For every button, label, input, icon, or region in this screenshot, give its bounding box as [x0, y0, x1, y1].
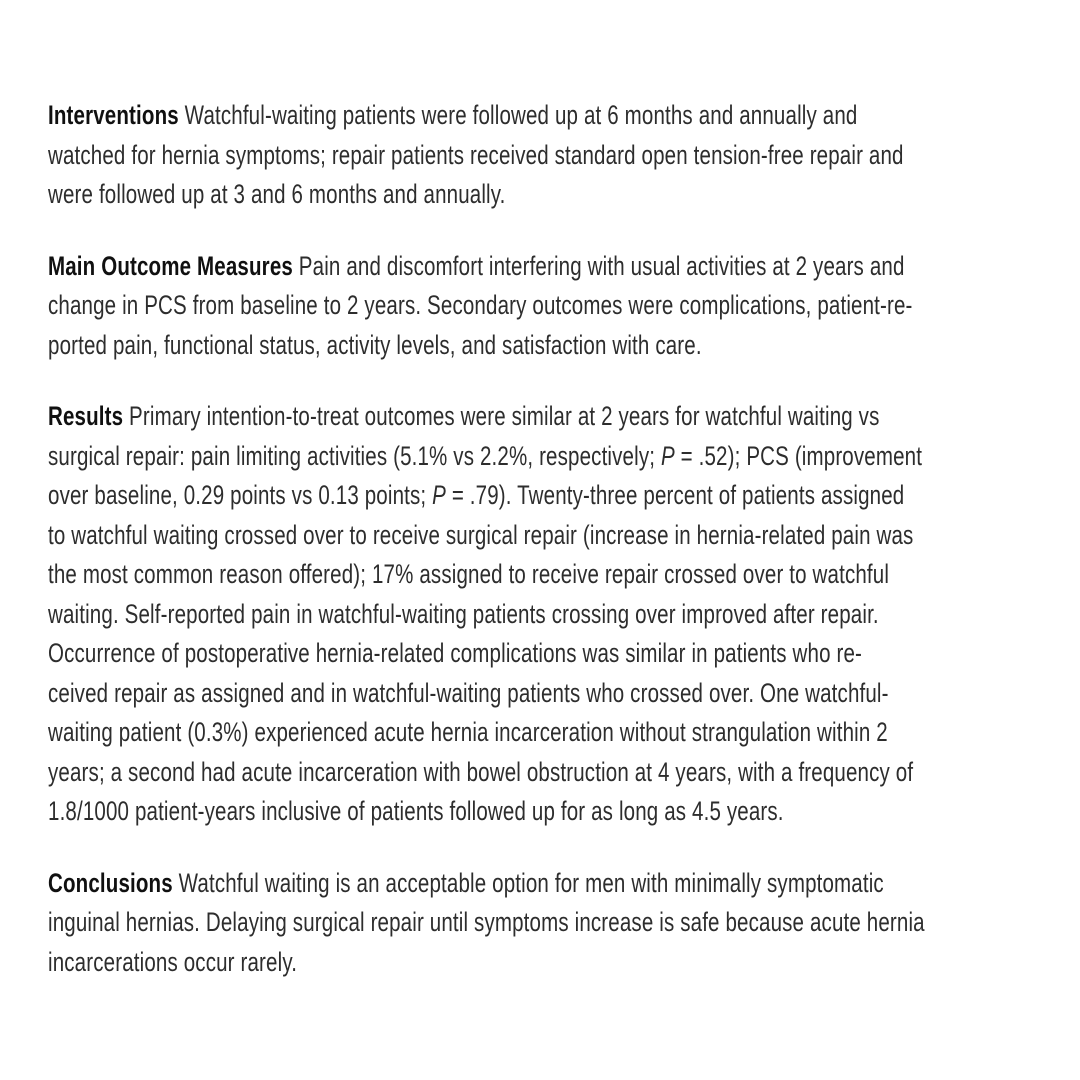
italic-stat-symbol: P — [660, 440, 675, 471]
text-line: change in PCS from baseline to 2 years. Secondary outcomes were complications, patient-re- — [48, 290, 913, 320]
text-line: inguinal hernias. Delaying surgical repair until symptoms increase is safe because acute hernia — [48, 907, 925, 937]
text-line: years; a second had acute incarceration with bowel obstruction at 4 years, with a frequency of — [48, 756, 914, 787]
section-label: Conclusions — [48, 867, 173, 898]
text-line: Interventions Watchful-waiting patients were followed up at 6 months and annually and — [48, 100, 858, 130]
text-line: Results Primary intention-to-treat outcomes were similar at 2 years for watchful waiting vs — [48, 401, 880, 431]
text-line: were followed up at 3 and 6 months and annually. — [48, 179, 506, 209]
paragraph-interventions — [48, 96, 1040, 215]
paragraph-results — [48, 397, 1040, 832]
text-line: to watchful waiting crossed over to receive surgical repair (increase in hernia-related pain was — [48, 519, 914, 550]
text-line: Occurrence of postoperative hernia-related complications was similar in patients who re- — [48, 638, 863, 668]
italic-stat-symbol: P — [432, 480, 446, 510]
text-line: ported pain, functional status, activity levels, and satisfaction with care. — [48, 329, 702, 360]
text-line: over baseline, 0.29 points vs 0.13 points; P = .79). Twenty-three percent of patients assigned — [48, 480, 905, 510]
section-label: Interventions — [48, 100, 179, 130]
text-line: Main Outcome Measures Pain and discomfort interfering with usual activities at 2 years and — [48, 250, 905, 281]
text-line: incarcerations occur rarely. — [48, 946, 298, 977]
text-line: watched for hernia symptoms; repair patients received standard open tension-free repair and — [48, 139, 904, 170]
text-line: surgical repair: pain limiting activities (5.1% vs 2.2%, respectively; P = .52); PCS (improvement — [48, 440, 923, 471]
section-label: Main Outcome Measures — [48, 250, 293, 281]
section-label: Results — [48, 401, 124, 431]
paragraph-conclusions — [48, 864, 1040, 983]
text-line: ceived repair as assigned and in watchful-waiting patients who crossed over. One watchful- — [48, 677, 889, 708]
text-line: waiting. Self-reported pain in watchful-waiting patients crossing over improved after repair. — [48, 598, 879, 629]
text-line: Conclusions Watchful waiting is an acceptable option for men with minimally symptomatic — [48, 867, 884, 898]
paragraph-main-outcome-measures — [48, 247, 1040, 366]
text-line: 1.8/1000 patient-years inclusive of patients followed up for as long as 4.5 years. — [48, 796, 784, 826]
text-line: waiting patient (0.3%) experienced acute hernia incarceration without strangulation within 2 — [48, 717, 888, 747]
text-line: the most common reason offered); 17% assigned to receive repair crossed over to watchful — [48, 559, 890, 589]
